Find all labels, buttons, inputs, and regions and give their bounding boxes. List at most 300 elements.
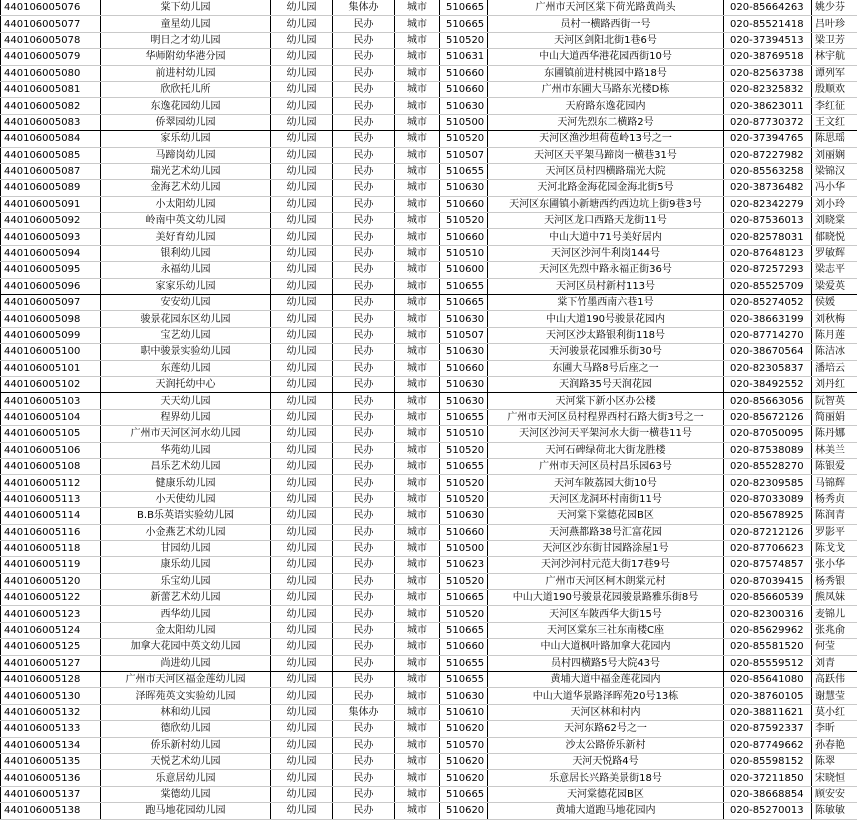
institution-code-cell: 440106005137	[1, 786, 101, 802]
postal-code-cell: 510665	[440, 295, 488, 311]
table-row	[1, 409, 857, 425]
run-type-cell: 民办	[333, 376, 395, 392]
postal-code-cell: 510630	[440, 98, 488, 114]
postal-code-cell: 510520	[440, 475, 488, 491]
contact-person-cell: 林美兰	[812, 442, 857, 458]
contact-person-cell: 刘晓棠	[812, 213, 857, 229]
table-row	[1, 196, 857, 212]
table-row	[1, 278, 857, 294]
area-type-cell: 城市	[395, 491, 440, 507]
area-type-cell: 城市	[395, 622, 440, 638]
contact-person-cell: 陈洁冰	[812, 344, 857, 360]
kindergarten-name-cell: 家家乐幼儿园	[101, 278, 271, 294]
run-type-cell: 民办	[333, 327, 395, 343]
institution-code-cell: 440106005122	[1, 590, 101, 606]
run-type-cell: 民办	[333, 524, 395, 540]
kindergarten-name-cell: 新蕾艺术幼儿园	[101, 590, 271, 606]
run-type-cell: 民办	[333, 426, 395, 442]
kindergarten-name-cell: 侨翠园幼儿园	[101, 114, 271, 130]
table-row	[1, 704, 857, 720]
kindergarten-name-cell: 加拿大花园中英文幼儿园	[101, 639, 271, 655]
institution-code-cell: 440106005128	[1, 672, 101, 688]
address-cell: 员村四横路5号大院43号	[488, 655, 724, 671]
phone-cell: 020-85629962	[724, 622, 812, 638]
institution-code-cell: 440106005080	[1, 65, 101, 81]
area-type-cell: 城市	[395, 213, 440, 229]
address-cell: 中山大道中71号美好居内	[488, 229, 724, 245]
address-cell: 中山大道190号骏景花园内	[488, 311, 724, 327]
run-type-cell: 集体办	[333, 0, 395, 16]
area-type-cell: 城市	[395, 409, 440, 425]
postal-code-cell: 510500	[440, 114, 488, 130]
address-cell: 广州市天河区柯木朗棠元村	[488, 573, 724, 589]
address-cell: 天河东路62号之一	[488, 721, 724, 737]
postal-code-cell: 510520	[440, 213, 488, 229]
area-type-cell: 城市	[395, 458, 440, 474]
phone-cell: 020-85521418	[724, 16, 812, 32]
postal-code-cell: 510520	[440, 606, 488, 622]
address-cell: 天河区龙洞环村南街11号	[488, 491, 724, 507]
area-type-cell: 城市	[395, 721, 440, 737]
kindergarten-name-cell: 东逸花园幼儿园	[101, 98, 271, 114]
table-row	[1, 590, 857, 606]
institution-type-cell: 幼儿园	[271, 606, 333, 622]
contact-person-cell: 姚少芬	[812, 0, 857, 16]
contact-person-cell: 罗敏辉	[812, 245, 857, 261]
area-type-cell: 城市	[395, 262, 440, 278]
postal-code-cell: 510507	[440, 327, 488, 343]
address-cell: 天河区先烈中路永福正街36号	[488, 262, 724, 278]
institution-code-cell: 440106005097	[1, 295, 101, 311]
institution-type-cell: 幼儿园	[271, 655, 333, 671]
run-type-cell: 民办	[333, 491, 395, 507]
institution-type-cell: 幼儿园	[271, 0, 333, 16]
area-type-cell: 城市	[395, 81, 440, 97]
contact-person-cell: 张兆俞	[812, 622, 857, 638]
address-cell: 乐意居长兴路美景街18号	[488, 770, 724, 786]
postal-code-cell: 510655	[440, 163, 488, 179]
run-type-cell: 民办	[333, 163, 395, 179]
table-row	[1, 213, 857, 229]
institution-type-cell: 幼儿园	[271, 721, 333, 737]
institution-type-cell: 幼儿园	[271, 753, 333, 769]
area-type-cell: 城市	[395, 606, 440, 622]
institution-code-cell: 440106005134	[1, 737, 101, 753]
postal-code-cell: 510655	[440, 409, 488, 425]
run-type-cell: 民办	[333, 262, 395, 278]
institution-code-cell: 440106005077	[1, 16, 101, 32]
institution-type-cell: 幼儿园	[271, 295, 333, 311]
postal-code-cell: 510665	[440, 16, 488, 32]
table-row	[1, 163, 857, 179]
kindergarten-name-cell: B.B乐英语实验幼儿园	[101, 508, 271, 524]
institution-type-cell: 幼儿园	[271, 245, 333, 261]
institution-code-cell: 440106005081	[1, 81, 101, 97]
institution-type-cell: 幼儿园	[271, 114, 333, 130]
kindergarten-name-cell: 乐宝幼儿园	[101, 573, 271, 589]
run-type-cell: 民办	[333, 409, 395, 425]
kindergarten-name-cell: 欣欣托儿所	[101, 81, 271, 97]
postal-code-cell: 510620	[440, 803, 488, 819]
run-type-cell: 民办	[333, 278, 395, 294]
table-row	[1, 786, 857, 802]
area-type-cell: 城市	[395, 573, 440, 589]
kindergarten-name-cell: 德欣幼儿园	[101, 721, 271, 737]
kindergarten-name-cell: 天天幼儿园	[101, 393, 271, 409]
run-type-cell: 民办	[333, 81, 395, 97]
area-type-cell: 城市	[395, 590, 440, 606]
address-cell: 东圃镇前进村桃园中路18号	[488, 65, 724, 81]
contact-person-cell: 马锦辉	[812, 475, 857, 491]
kindergarten-name-cell: 程界幼儿园	[101, 409, 271, 425]
institution-code-cell: 440106005083	[1, 114, 101, 130]
table-row	[1, 540, 857, 556]
phone-cell: 020-85274052	[724, 295, 812, 311]
kindergarten-name-cell: 天悦艺术幼儿园	[101, 753, 271, 769]
table-row	[1, 180, 857, 196]
contact-person-cell: 林宇航	[812, 49, 857, 65]
institution-code-cell: 440106005103	[1, 393, 101, 409]
postal-code-cell: 510660	[440, 196, 488, 212]
institution-type-cell: 幼儿园	[271, 442, 333, 458]
institution-code-cell: 440106005091	[1, 196, 101, 212]
phone-cell: 020-87039415	[724, 573, 812, 589]
contact-person-cell: 陈戈戈	[812, 540, 857, 556]
area-type-cell: 城市	[395, 639, 440, 655]
phone-cell: 020-85660539	[724, 590, 812, 606]
area-type-cell: 城市	[395, 180, 440, 196]
phone-cell: 020-85663056	[724, 393, 812, 409]
contact-person-cell: 刘青	[812, 655, 857, 671]
contact-person-cell: 陈翠	[812, 753, 857, 769]
table-row	[1, 49, 857, 65]
institution-type-cell: 幼儿园	[271, 491, 333, 507]
run-type-cell: 民办	[333, 16, 395, 32]
address-cell: 天河区沙河牛利岗144号	[488, 245, 724, 261]
institution-type-cell: 幼儿园	[271, 426, 333, 442]
kindergarten-name-cell: 金海艺术幼儿园	[101, 180, 271, 196]
run-type-cell: 民办	[333, 49, 395, 65]
run-type-cell: 民办	[333, 606, 395, 622]
contact-person-cell: 陈思瑶	[812, 131, 857, 147]
run-type-cell: 民办	[333, 688, 395, 704]
institution-type-cell: 幼儿园	[271, 688, 333, 704]
contact-person-cell: 孙春艳	[812, 737, 857, 753]
area-type-cell: 城市	[395, 786, 440, 802]
institution-type-cell: 幼儿园	[271, 508, 333, 524]
phone-cell: 020-87212126	[724, 524, 812, 540]
phone-cell: 020-38623011	[724, 98, 812, 114]
institution-type-cell: 幼儿园	[271, 540, 333, 556]
area-type-cell: 城市	[395, 655, 440, 671]
table-row	[1, 622, 857, 638]
postal-code-cell: 510520	[440, 131, 488, 147]
address-cell: 天河天悦路4号	[488, 753, 724, 769]
kindergarten-name-cell: 瑞光艺术幼儿园	[101, 163, 271, 179]
run-type-cell: 集体办	[333, 704, 395, 720]
institution-type-cell: 幼儿园	[271, 131, 333, 147]
institution-code-cell: 440106005113	[1, 491, 101, 507]
phone-cell: 020-85559512	[724, 655, 812, 671]
kindergarten-name-cell: 金太阳幼儿园	[101, 622, 271, 638]
run-type-cell: 民办	[333, 98, 395, 114]
area-type-cell: 城市	[395, 65, 440, 81]
address-cell: 天河沙河村元范大街17巷9号	[488, 557, 724, 573]
table-row	[1, 81, 857, 97]
institution-code-cell: 440106005084	[1, 131, 101, 147]
run-type-cell: 民办	[333, 622, 395, 638]
institution-code-cell: 440106005078	[1, 32, 101, 48]
run-type-cell: 民办	[333, 131, 395, 147]
run-type-cell: 民办	[333, 737, 395, 753]
address-cell: 广州市天河区员村程界西村石路大街3号之一	[488, 409, 724, 425]
run-type-cell: 民办	[333, 672, 395, 688]
institution-type-cell: 幼儿园	[271, 458, 333, 474]
kindergarten-name-cell: 健康乐幼儿园	[101, 475, 271, 491]
contact-person-cell: 简丽娟	[812, 409, 857, 425]
address-cell: 天河区林和村内	[488, 704, 724, 720]
area-type-cell: 城市	[395, 0, 440, 16]
area-type-cell: 城市	[395, 32, 440, 48]
area-type-cell: 城市	[395, 426, 440, 442]
run-type-cell: 民办	[333, 803, 395, 819]
table-row	[1, 672, 857, 688]
address-cell: 黄埔大道跑马地花园内	[488, 803, 724, 819]
table-row	[1, 245, 857, 261]
kindergarten-name-cell: 童星幼儿园	[101, 16, 271, 32]
postal-code-cell: 510570	[440, 737, 488, 753]
kindergarten-name-cell: 东莲幼儿园	[101, 360, 271, 376]
table-row	[1, 32, 857, 48]
institution-type-cell: 幼儿园	[271, 213, 333, 229]
phone-cell: 020-85672126	[724, 409, 812, 425]
table-row	[1, 606, 857, 622]
table-row	[1, 295, 857, 311]
area-type-cell: 城市	[395, 524, 440, 540]
institution-type-cell: 幼儿园	[271, 672, 333, 688]
area-type-cell: 城市	[395, 737, 440, 753]
institution-code-cell: 440106005114	[1, 508, 101, 524]
address-cell: 天河区剑阳北街1巷6号	[488, 32, 724, 48]
contact-person-cell: 高跃伟	[812, 672, 857, 688]
area-type-cell: 城市	[395, 147, 440, 163]
table-row	[1, 721, 857, 737]
postal-code-cell: 510630	[440, 688, 488, 704]
area-type-cell: 城市	[395, 229, 440, 245]
institution-code-cell: 440106005089	[1, 180, 101, 196]
table-row	[1, 262, 857, 278]
address-cell: 天河区东圃镇小新塘西约西边坑上街9巷3号	[488, 196, 724, 212]
table-row	[1, 458, 857, 474]
institution-type-cell: 幼儿园	[271, 327, 333, 343]
address-cell: 天河区员村四横路瑞光大院	[488, 163, 724, 179]
address-cell: 天河石碑绿荷北大街龙胜楼	[488, 442, 724, 458]
address-cell: 天河区天平架马蹄岗一横巷31号	[488, 147, 724, 163]
postal-code-cell: 510520	[440, 442, 488, 458]
table-row	[1, 770, 857, 786]
table-row	[1, 327, 857, 343]
table-row	[1, 508, 857, 524]
institution-code-cell: 440106005132	[1, 704, 101, 720]
phone-cell: 020-37394765	[724, 131, 812, 147]
institution-type-cell: 幼儿园	[271, 524, 333, 540]
kindergarten-name-cell: 昌乐艺术幼儿园	[101, 458, 271, 474]
phone-cell: 020-38492552	[724, 376, 812, 392]
kindergarten-name-cell: 尚进幼儿园	[101, 655, 271, 671]
institution-type-cell: 幼儿园	[271, 409, 333, 425]
address-cell: 员村一横路西街一号	[488, 16, 724, 32]
address-cell: 天河棠下棠德花园B区	[488, 508, 724, 524]
run-type-cell: 民办	[333, 114, 395, 130]
address-cell: 天河骏景花园雅乐街30号	[488, 344, 724, 360]
contact-person-cell: 王文红	[812, 114, 857, 130]
contact-person-cell: 殷顺欢	[812, 81, 857, 97]
run-type-cell: 民办	[333, 147, 395, 163]
institution-code-cell: 440106005119	[1, 557, 101, 573]
institution-code-cell: 440106005104	[1, 409, 101, 425]
kindergarten-name-cell: 康乐幼儿园	[101, 557, 271, 573]
phone-cell: 020-87592337	[724, 721, 812, 737]
area-type-cell: 城市	[395, 327, 440, 343]
postal-code-cell: 510631	[440, 49, 488, 65]
run-type-cell: 民办	[333, 655, 395, 671]
run-type-cell: 民办	[333, 508, 395, 524]
phone-cell: 020-87574857	[724, 557, 812, 573]
address-cell: 中山大道190号骏景花园骏景路雅乐街8号	[488, 590, 724, 606]
phone-cell: 020-87714270	[724, 327, 812, 343]
contact-person-cell: 张小华	[812, 557, 857, 573]
table-body	[1, 0, 857, 819]
postal-code-cell: 510630	[440, 508, 488, 524]
phone-cell: 020-87730372	[724, 114, 812, 130]
kindergarten-name-cell: 广州市天河区河水幼儿园	[101, 426, 271, 442]
contact-person-cell: 何莹	[812, 639, 857, 655]
run-type-cell: 民办	[333, 590, 395, 606]
institution-code-cell: 440106005087	[1, 163, 101, 179]
postal-code-cell: 510510	[440, 426, 488, 442]
kindergarten-name-cell: 西华幼儿园	[101, 606, 271, 622]
phone-cell: 020-38736482	[724, 180, 812, 196]
phone-cell: 020-87050095	[724, 426, 812, 442]
address-cell: 天河北路金海花园金海北街5号	[488, 180, 724, 196]
institution-code-cell: 440106005096	[1, 278, 101, 294]
postal-code-cell: 510520	[440, 32, 488, 48]
institution-type-cell: 幼儿园	[271, 147, 333, 163]
phone-cell: 020-87227982	[724, 147, 812, 163]
institution-type-cell: 幼儿园	[271, 704, 333, 720]
institution-type-cell: 幼儿园	[271, 786, 333, 802]
table-row	[1, 16, 857, 32]
postal-code-cell: 510665	[440, 0, 488, 16]
table-row	[1, 573, 857, 589]
address-cell: 天河区沙东街甘园路涂屋1号	[488, 540, 724, 556]
run-type-cell: 民办	[333, 721, 395, 737]
phone-cell: 020-85270013	[724, 803, 812, 819]
phone-cell: 020-82309585	[724, 475, 812, 491]
contact-person-cell: 阮智英	[812, 393, 857, 409]
institution-code-cell: 440106005136	[1, 770, 101, 786]
institution-type-cell: 幼儿园	[271, 278, 333, 294]
institution-code-cell: 440106005135	[1, 753, 101, 769]
institution-code-cell: 440106005094	[1, 245, 101, 261]
address-cell: 天河棠下新小区办公楼	[488, 393, 724, 409]
kindergarten-name-cell: 马蹄岗幼儿园	[101, 147, 271, 163]
contact-person-cell: 宋晓恒	[812, 770, 857, 786]
institution-type-cell: 幼儿园	[271, 393, 333, 409]
address-cell: 广州市天河区员村昌乐园63号	[488, 458, 724, 474]
contact-person-cell: 杨秀银	[812, 573, 857, 589]
kindergarten-name-cell: 林和幼儿园	[101, 704, 271, 720]
postal-code-cell: 510660	[440, 81, 488, 97]
area-type-cell: 城市	[395, 98, 440, 114]
kindergarten-name-cell: 明日之才幼儿园	[101, 32, 271, 48]
institution-type-cell: 幼儿园	[271, 622, 333, 638]
area-type-cell: 城市	[395, 311, 440, 327]
institution-type-cell: 幼儿园	[271, 180, 333, 196]
run-type-cell: 民办	[333, 32, 395, 48]
contact-person-cell: 吕叶珍	[812, 16, 857, 32]
kindergarten-name-cell: 华师附幼华港分园	[101, 49, 271, 65]
contact-person-cell: 陈丹娜	[812, 426, 857, 442]
institution-type-cell: 幼儿园	[271, 163, 333, 179]
contact-person-cell: 罗影平	[812, 524, 857, 540]
table-row	[1, 491, 857, 507]
address-cell: 东圃大马路8号后座之一	[488, 360, 724, 376]
contact-person-cell: 陈敏敏	[812, 803, 857, 819]
address-cell: 中山大道枫叶路加拿大花园内	[488, 639, 724, 655]
kindergarten-name-cell: 华苑幼儿园	[101, 442, 271, 458]
address-cell: 天河区渔沙坦荷苞岭13号之一	[488, 131, 724, 147]
address-cell: 棠下竹墨西南六巷1号	[488, 295, 724, 311]
postal-code-cell: 510510	[440, 245, 488, 261]
institution-code-cell: 440106005098	[1, 311, 101, 327]
table-row	[1, 360, 857, 376]
table-row	[1, 688, 857, 704]
phone-cell: 020-82563738	[724, 65, 812, 81]
contact-person-cell: 刘丽娴	[812, 147, 857, 163]
contact-person-cell: 刘丹红	[812, 376, 857, 392]
area-type-cell: 城市	[395, 344, 440, 360]
area-type-cell: 城市	[395, 803, 440, 819]
run-type-cell: 民办	[333, 360, 395, 376]
run-type-cell: 民办	[333, 475, 395, 491]
run-type-cell: 民办	[333, 442, 395, 458]
kindergarten-name-cell: 小金燕艺术幼儿园	[101, 524, 271, 540]
contact-person-cell: 潘培云	[812, 360, 857, 376]
contact-person-cell: 梁卫芳	[812, 32, 857, 48]
postal-code-cell: 510630	[440, 311, 488, 327]
institution-type-cell: 幼儿园	[271, 65, 333, 81]
institution-code-cell: 440106005085	[1, 147, 101, 163]
phone-cell: 020-87749662	[724, 737, 812, 753]
postal-code-cell: 510500	[440, 540, 488, 556]
kindergarten-name-cell: 宝艺幼儿园	[101, 327, 271, 343]
phone-cell: 020-85563258	[724, 163, 812, 179]
table-row	[1, 639, 857, 655]
institution-code-cell: 440106005106	[1, 442, 101, 458]
address-cell: 黄埔大道中福金莲花园内	[488, 672, 724, 688]
phone-cell: 020-82578031	[724, 229, 812, 245]
table-row	[1, 655, 857, 671]
contact-person-cell: 冯小华	[812, 180, 857, 196]
institution-type-cell: 幼儿园	[271, 32, 333, 48]
table-row	[1, 311, 857, 327]
institution-type-cell: 幼儿园	[271, 196, 333, 212]
address-cell: 天河先烈东二横路2号	[488, 114, 724, 130]
address-cell: 天润路35号天润花园	[488, 376, 724, 392]
address-cell: 天河区棠东三社东南楼C座	[488, 622, 724, 638]
institution-type-cell: 幼儿园	[271, 737, 333, 753]
